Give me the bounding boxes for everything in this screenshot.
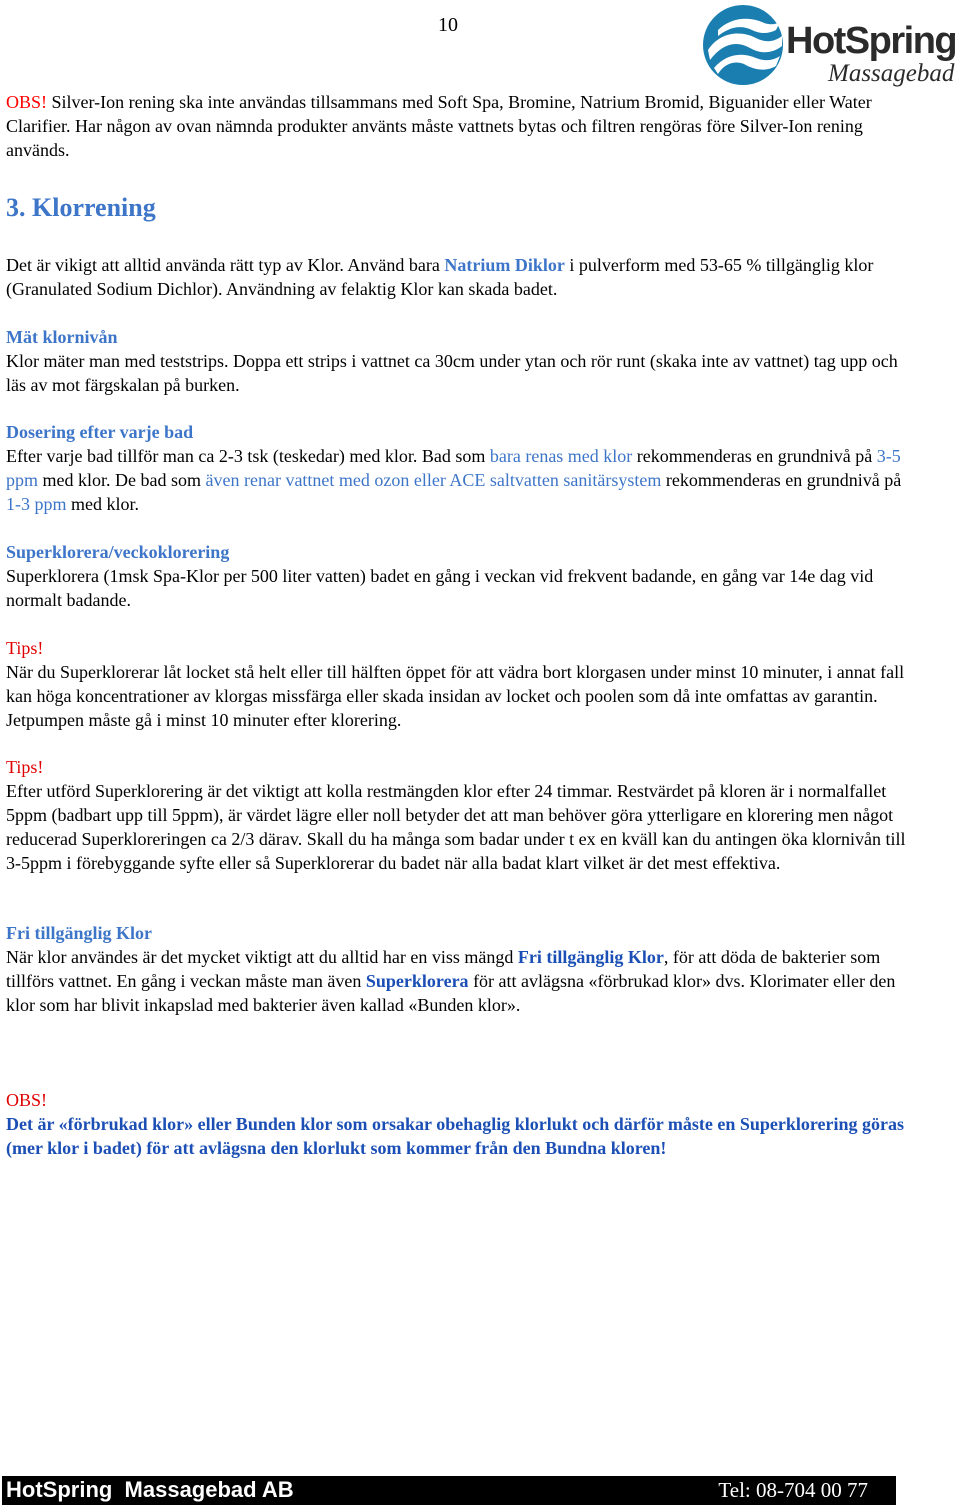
- dosing-highlight-1: bara renas med klor: [489, 446, 633, 466]
- obs-final-label: OBS!: [6, 1090, 48, 1110]
- tips1-heading: Tips!: [6, 638, 44, 658]
- obs-label: OBS!: [6, 92, 48, 112]
- free-chlorine-text-1: När klor användes är det mycket viktigt att du alltid har en viss mängd: [6, 947, 518, 967]
- tips2-heading: Tips!: [6, 757, 44, 777]
- dosing-heading: Dosering efter varje bad: [6, 422, 194, 442]
- logo-subtitle: Massagebad: [828, 60, 955, 87]
- dosing-text-4: rekommenderas en grundnivå på: [661, 470, 902, 490]
- obs-intro-paragraph: [6, 90, 906, 162]
- intro-text-1: Det är vikigt att alltid använda rätt typ av Klor. Använd bara: [6, 255, 445, 275]
- hotspring-logo: [700, 2, 958, 88]
- dosing-text-3: med klor. De bad som: [38, 470, 206, 490]
- footer-phone: Tel: 08-704 00 77: [718, 1478, 868, 1502]
- dosing-text-1: Efter varje bad tillför man ca 2-3 tsk (teskedar) med klor. Bad som: [6, 446, 490, 466]
- free-chlorine-highlight-2: Superklorera: [365, 971, 469, 991]
- section-title: 3. Klorrening: [6, 193, 156, 222]
- dosing-highlight-2: 3-5 ppm: [6, 446, 901, 490]
- natrium-diklor-highlight: Natrium Diklor: [444, 255, 565, 275]
- free-chlorine-text-2: , för att döda de bakterier som tillförs vattnet. En gång i veckan måste man även: [6, 947, 881, 991]
- free-chlorine-text-3: för att avlägsna «förbrukad klor» dvs. Klorimater eller den klor som har blivit inkapslad med bakterier även kallad «Bunden klor».: [6, 971, 896, 1015]
- tips2-paragraph: Efter utförd Superklorering är det viktigt att kolla restmängden klor efter 24 timmar. Restvärdet på kloren är i normalfallet 5ppm (badbart upp till 5ppm), är värdet lägre eller noll betyder det att man behöver göra ytterligare en klorering men något reducerad Superkloreringen ca 2/3 därav. Skall du ha många som badar under t ex en kväll kan du antingen öka klornivån till 3-5ppm i förebyggande syfte eller så Superklorerar du badet när alla badat klart vilket är det mest effektiva.: [6, 781, 906, 873]
- dosing-paragraph: [6, 444, 906, 516]
- free-chlorine-paragraph: [6, 945, 906, 1017]
- free-chlorine-heading: Fri tillgänglig Klor: [6, 923, 152, 943]
- dosing-text-2: rekommenderas en grundnivå på: [632, 446, 877, 466]
- measure-paragraph: Klor mäter man med teststrips. Doppa ett strips i vattnet ca 30cm under ytan och rör runt (skaka inte av vattnet) tag upp och läs av mot färgskalan på burken.: [6, 351, 898, 395]
- intro-paragraph: [6, 253, 906, 301]
- dosing-highlight-3: även renar vattnet med ozon eller ACE saltvatten sanitärsystem: [205, 470, 662, 490]
- logo-brand: HotSpring: [786, 20, 957, 62]
- page-number: 10: [438, 14, 458, 36]
- footer-bar: [2, 1476, 896, 1505]
- dosing-highlight-4: 1-3 ppm: [6, 494, 67, 514]
- dosing-text-5: med klor.: [66, 494, 139, 514]
- wave-logo-icon: [700, 2, 786, 88]
- obs-final-paragraph: Det är «förbrukad klor» eller Bunden klor som orsakar obehaglig klorlukt och därför måste en Superklorering göras (mer klor i badet) för att avlägsna den klorlukt som kommer från den Bundna kloren!: [6, 1114, 905, 1158]
- superchlor-heading: Superklorera/veckoklorering: [6, 542, 230, 562]
- measure-heading: Mät klornivån: [6, 327, 118, 347]
- free-chlorine-highlight-1: Fri tillgänglig Klor: [517, 947, 664, 967]
- obs-intro-text: Silver-Ion rening ska inte användas tillsammans med Soft Spa, Bromine, Natrium Bromid, Biguanider eller Water Clarifier. Har någon av ovan nämnda produkter använts måste vattnets bytas och filtren rengöras före Silver-Ion rening används.: [6, 92, 872, 160]
- tips1-paragraph: När du Superklorerar låt locket stå helt eller till hälften öppet för att vädra bort klorgasen under minst 10 minuter, i annat fall kan höga koncentrationer av klorgas missfärga eller skada insidan av locket och poolen som då inte omfattas av garantin. Jetpumpen måste gå i minst 10 minuter efter klorering.: [6, 662, 905, 730]
- superchlor-paragraph: Superklorera (1msk Spa-Klor per 500 liter vatten) badet en gång i veckan vid frekvent badande, en gång var 14e dag vid normalt badande.: [6, 566, 874, 610]
- intro-text-2: i pulverform med 53-65 % tillgänglig klor (Granulated Sodium Dichlor). Användning av felaktig Klor kan skada badet.: [6, 255, 874, 299]
- footer-company: HotSpring Massagebad AB: [6, 1477, 294, 1502]
